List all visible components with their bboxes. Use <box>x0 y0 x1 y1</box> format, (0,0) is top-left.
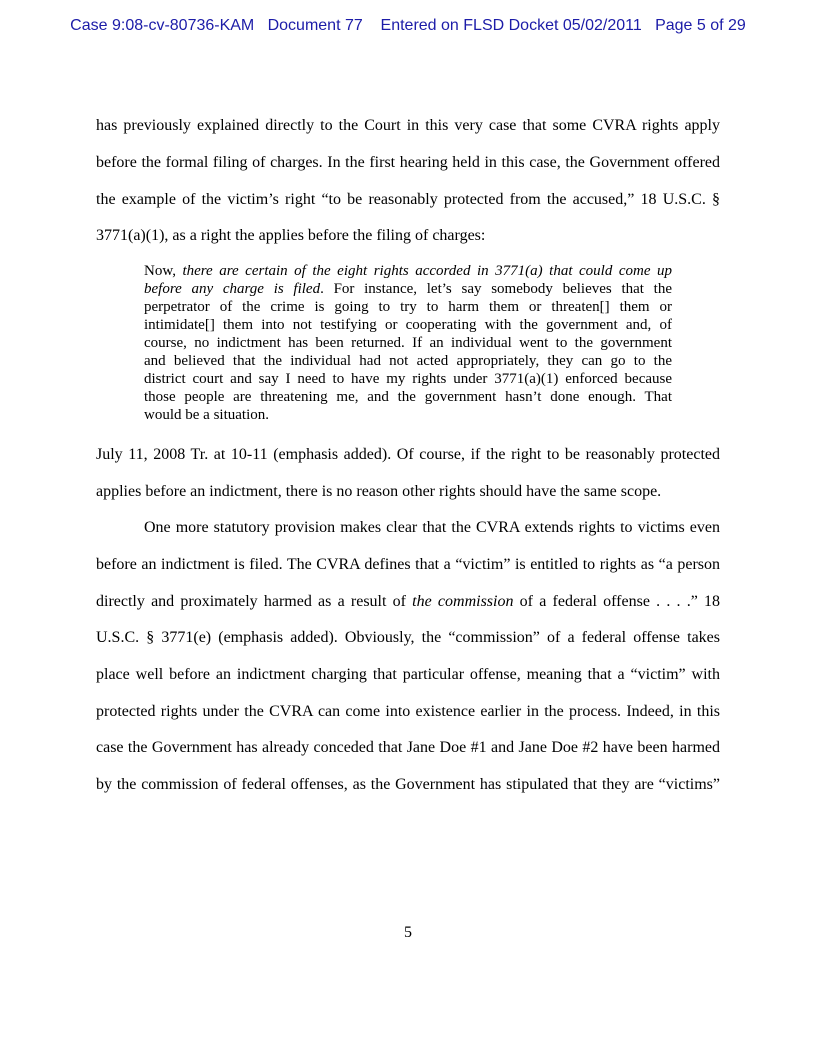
text-line: has previously explained directly to the Court in this very case that some CVRA rights apply <box>96 117 720 134</box>
quote-line: perpetrator of the crime is going to try to harm them or threaten[] them or <box>144 299 672 315</box>
text-line: U.S.C. § 3771(e) (emphasis added). Obviously, the “commission” of a federal offense takes <box>96 629 720 646</box>
text-line: the example of the victim’s right “to be reasonably protected from the accused,” 18 U.S.C. § <box>96 191 720 208</box>
text-line: case the Government has already conceded that Jane Doe #1 and Jane Doe #2 have been harmed <box>96 739 720 756</box>
quote-line: district court and say I need to have my rights under 3771(a)(1) enforced because <box>144 371 672 387</box>
body-text: directly and proximately harmed as a result of <box>96 593 413 610</box>
quote-emphasis: there are certain of the eight rights accorded in 3771(a) that could come up <box>182 263 672 279</box>
quote-line: would be a situation. <box>144 407 269 423</box>
quote-line: intimidate[] them into not testifying or cooperating with the government and, of <box>144 317 672 333</box>
docket-header: Case 9:08-cv-80736-KAM Document 77 Entered on FLSD Docket 05/02/2011 Page 5 of 29 <box>70 17 746 34</box>
quote-emphasis: before any charge is filed <box>144 281 321 297</box>
text-line: place well before an indictment charging that particular offense, meaning that a “victim” with <box>96 666 720 683</box>
quote-line: course, no indictment has been returned. If an individual went to the government <box>144 335 672 351</box>
quote-line: and believed that the individual had not acted appropriately, they can go to the <box>144 353 672 369</box>
text-line: before an indictment is filed. The CVRA defines that a “victim” is entitled to rights as “a person <box>96 556 720 573</box>
text-line: One more statutory provision makes clear that the CVRA extends rights to victims even <box>144 519 720 536</box>
quote-line <box>144 262 672 280</box>
text-line: 3771(a)(1), as a right the applies before the filing of charges: <box>96 227 486 244</box>
quote-text: . For instance, let’s say somebody believes that the <box>320 281 672 297</box>
text-line: by the commission of federal offenses, as the Government has stipulated that they are “victims” <box>96 776 720 793</box>
body-text: of a federal offense . . . .” 18 <box>513 593 721 610</box>
text-line: July 11, 2008 Tr. at 10-11 (emphasis added). Of course, if the right to be reasonably protected <box>96 446 720 463</box>
page-number: 5 <box>404 924 412 941</box>
body-emphasis: the commission <box>412 593 514 610</box>
quote-line <box>144 280 672 298</box>
text-line: before the formal filing of charges. In the first hearing held in this case, the Government offered <box>96 154 720 171</box>
text-line: applies before an indictment, there is no reason other rights should have the same scope. <box>96 483 662 500</box>
text-line: protected rights under the CVRA can come into existence earlier in the process. Indeed, in this <box>96 703 720 720</box>
quote-text: Now, <box>144 263 183 279</box>
text-line <box>96 592 720 612</box>
quote-line: those people are threatening me, and the government hasn’t done enough. That <box>144 389 672 405</box>
